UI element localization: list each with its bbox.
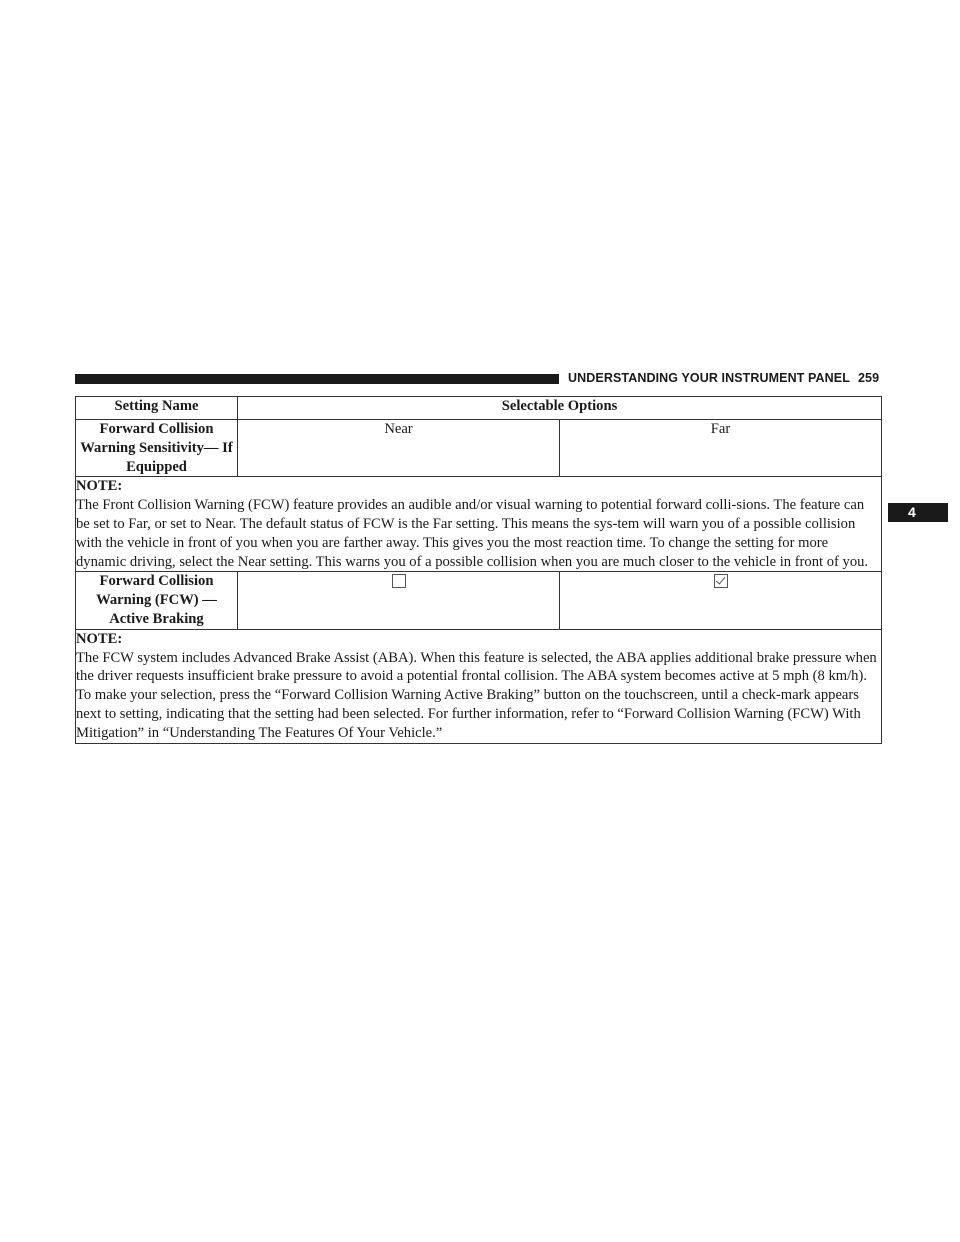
note-cell — [76, 629, 882, 743]
setting-name: Forward Collision Warning (FCW) — Active Braking — [76, 572, 238, 629]
column-header-selectable-options: Selectable Options — [238, 397, 882, 420]
settings-table — [75, 396, 882, 744]
table-row — [76, 420, 882, 477]
option-unchecked-cell — [238, 572, 560, 629]
note-cell — [76, 477, 882, 572]
note-row — [76, 477, 882, 572]
page-number: 259 — [857, 371, 880, 385]
note-label: NOTE: — [76, 478, 123, 495]
setting-name: Forward Collision Warning Sensitivity— If Equipped — [76, 420, 238, 477]
running-header — [568, 369, 879, 387]
chapter-tab: 4 — [888, 503, 948, 522]
note-text: The FCW system includes Advanced Brake Assist (ABA). When this feature is selected, the ABA applies additional brake pressure when the driver requests insufficient brake pressure to avoid a potential frontal collision. The ABA system becomes active at 5 mph (8 km/h). To make your selection, press the “Forward Collision Warning Active Braking” button on the touchscreen, until a check-mark appears next to setting, indicating that the setting had been selected. For further information, refer to “Forward Collision Warning (FCW) With Mitigation” in “Understanding The Features Of Your Vehicle.” — [76, 649, 877, 741]
column-header-setting-name: Setting Name — [76, 397, 238, 420]
section-title: UNDERSTANDING YOUR INSTRUMENT PANEL — [568, 371, 850, 385]
note-text: The Front Collision Warning (FCW) feature provides an audible and/or visual warning to potential forward colli-sions. The feature can be set to Far, or set to Near. The default status of FCW is the Far setting. This means the sys-tem will warn you of a possible collision with the vehicle in front of you when you are farther away. This gives you the most reaction time. To change the setting for more dynamic driving, select the Near setting. This warns you of a possible collision when you are much closer to the vehicle in front of you. — [76, 497, 869, 570]
note-row — [76, 629, 882, 743]
table-header-row — [76, 397, 882, 420]
option-near: Near — [238, 420, 560, 477]
header-rule — [75, 374, 559, 384]
option-far: Far — [560, 420, 882, 477]
checkbox-unchecked-icon — [392, 574, 406, 588]
option-checked-cell — [560, 572, 882, 629]
checkbox-checked-icon — [714, 574, 728, 588]
table-row — [76, 572, 882, 629]
note-label: NOTE: — [76, 630, 123, 647]
